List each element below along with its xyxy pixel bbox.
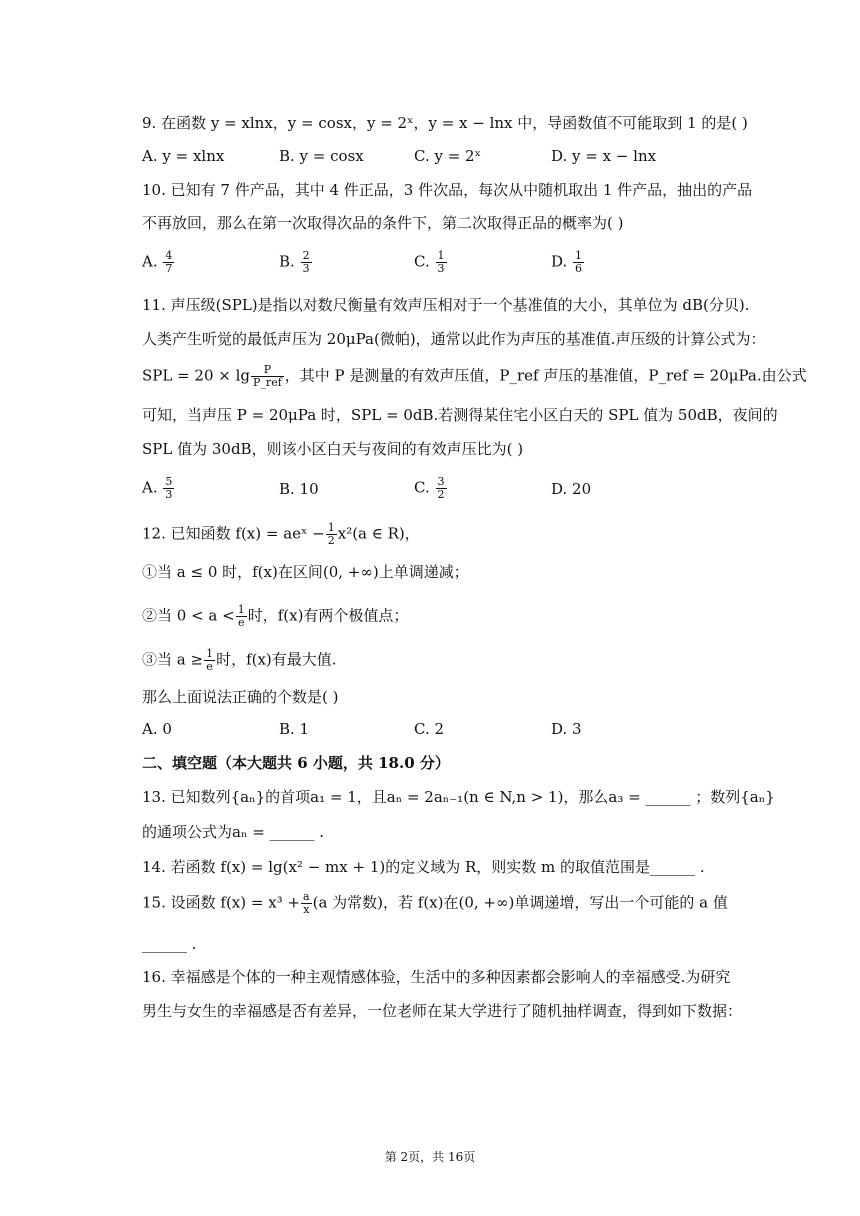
section-heading: 二、填空题（本大题共 6 小题，共 18.0 分）: [142, 754, 450, 772]
q10-stem-line2: 不再放回，那么在第一次取得次品的条件下，第二次取得正品的概率为( ): [142, 214, 624, 232]
fraction: $\frac{4}{7}$: [165, 249, 173, 275]
fraction: $\frac{3}{2}$: [437, 475, 445, 501]
q11-option-c: C. $\frac{3}{2}$: [414, 475, 445, 501]
q15-line2: ______ .: [142, 935, 197, 953]
q10-option-a: A. $\frac{4}{7}$: [142, 249, 173, 275]
fraction: $\frac{1}{e}$: [206, 647, 214, 673]
q15-line1: 15. 设函数 f(x) = x³ + $\frac{a}{x}$ (a 为常数)，若 f(x)在(0, +∞)单调递增，写出一个可能的 a 值: [142, 890, 728, 916]
q13-line1: 13. 已知数列{aₙ}的首项a₁ = 1，且aₙ = 2aₙ₋₁(n ∈ N,n > 1)，那么a₃ = ______ ；数列{aₙ}: [142, 788, 775, 806]
q12-option-c: C. 2: [414, 720, 445, 738]
fraction: $\frac{1}{6}$: [575, 249, 583, 275]
q10-option-c: C. $\frac{1}{3}$: [414, 249, 445, 275]
q10-option-d: D. $\frac{1}{6}$: [551, 249, 583, 275]
q12-option-d: D. 3: [551, 720, 582, 738]
q12-statement-3: ③当 a ≥ $\frac{1}{e}$ 时，f(x)有最大值.: [142, 647, 337, 673]
q9-stem: 9. 在函数 y = xlnx，y = cosx，y = 2ˣ，y = x − lnx 中，导函数值不可能取到 1 的是( ): [142, 114, 748, 132]
q11-option-a: A. $\frac{5}{3}$: [142, 475, 173, 501]
q16-line2: 男生与女生的幸福感是否有差异，一位老师在某大学进行了随机抽样调查，得到如下数据：: [142, 1002, 743, 1020]
fraction: $\frac{P}{\text{P\_ref}}$: [253, 363, 282, 389]
q10-option-b: B. $\frac{2}{3}$: [279, 249, 310, 275]
q12-stem: 12. 已知函数 f(x) = aeˣ − $\frac{1}{2}$ x²(a ∈ R)，: [142, 521, 420, 547]
q9-option-b: B. y = cosx: [279, 147, 364, 165]
fraction: $\frac{1}{2}$: [327, 521, 335, 547]
q12-statement-2: ②当 0 < a < $\frac{1}{e}$ 时，f(x)有两个极值点；: [142, 603, 409, 629]
fraction: $\frac{a}{x}$: [303, 890, 310, 916]
q11-line5: SPL 值为 30dB，则该小区白天与夜间的有效声压比为( ): [142, 440, 524, 458]
q12-option-b: B. 1: [279, 720, 310, 738]
q12-option-a: A. 0: [142, 720, 172, 738]
q11-line2: 人类产生听觉的最低声压为 20μPa(微帕)，通常以此作为声压的基准值.声压级的计算公式为：: [142, 330, 766, 348]
page-footer: 第 2页，共 16页: [384, 1150, 476, 1164]
fraction: $\frac{1}{3}$: [437, 249, 445, 275]
fraction: $\frac{5}{3}$: [165, 475, 173, 501]
q11-line3: SPL = 20 × lg $\frac{P}{\text{P\_ref}}$ ，其中 P 是测量的有效声压值，P_ref 声压的基准值，P_ref = 20μPa.由公式: [142, 363, 807, 389]
fraction: $\frac{1}{e}$: [237, 603, 245, 629]
q11-line1: 11. 声压级(SPL)是指以对数尺衡量有效声压相对于一个基准值的大小，其单位为 dB(分贝).: [142, 296, 750, 314]
q9-option-d: D. y = x − lnx: [551, 147, 657, 165]
q16-line1: 16. 幸福感是个体的一种主观情感体验，生活中的多种因素都会影响人的幸福感受.为研究: [142, 968, 731, 986]
q11-line4: 可知，当声压 P = 20μPa 时，SPL = 0dB.若测得某住宅小区白天的 SPL 值为 50dB，夜间的: [142, 406, 778, 424]
q14-stem: 14. 若函数 f(x) = lg(x² − mx + 1)的定义域为 R，则实数 m 的取值范围是______ .: [142, 858, 705, 876]
q12-statement-1: ①当 a ≤ 0 时，f(x)在区间(0, +∞)上单调递减；: [142, 563, 469, 581]
q11-option-d: D. 20: [551, 480, 592, 498]
fraction: $\frac{2}{3}$: [302, 249, 310, 275]
q11-option-b: B. 10: [279, 480, 319, 498]
q9-option-a: A. y = xlnx: [142, 147, 225, 165]
q12-question: 那么上面说法正确的个数是( ): [142, 688, 339, 706]
q13-line2: 的通项公式为aₙ = ______ .: [142, 823, 325, 841]
q10-stem-line1: 10. 已知有 7 件产品，其中 4 件正品，3 件次品，每次从中随机取出 1 件产品，抽出的产品: [142, 181, 753, 199]
q9-option-c: C. y = 2ˣ: [414, 147, 481, 165]
